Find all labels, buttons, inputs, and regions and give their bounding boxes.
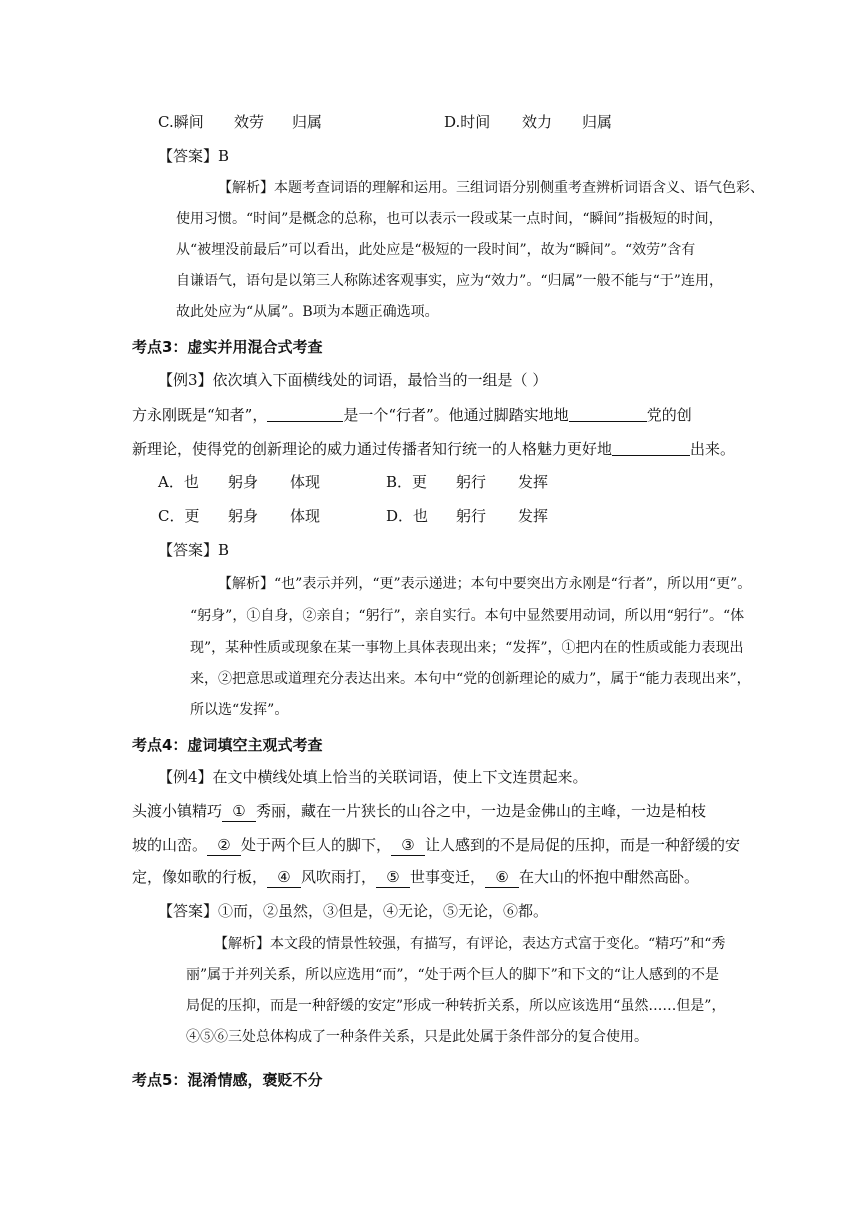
answer-ex3: 【答案】B — [158, 541, 230, 559]
paragraph-text: 方永刚既是“知者”， — [132, 406, 268, 424]
option-a-word3: 体现 — [290, 473, 321, 491]
example-3-question: 【例3】依次填入下面横线处的词语，最恰当的一组是（ ） — [158, 371, 548, 389]
fill-blank-2[interactable] — [569, 405, 647, 422]
fill-blank-1[interactable] — [267, 405, 343, 422]
paragraph-text: 党的创 — [646, 406, 692, 424]
analysis-ex2-line: 故此处应为“从属”。B项为本题正确选项。 — [176, 304, 439, 320]
analysis-ex3-line: 所以选“发挥”。 — [190, 702, 289, 718]
option-a-label: A．也 — [158, 473, 199, 491]
paragraph-text: 世事变迁， — [410, 868, 486, 886]
option-c-word2: 效劳 — [234, 113, 265, 131]
analysis-ex2-line: 自谦语气，语句是以第三人称陈述客观事实，应为“效力”。“归属”一般不能与“于”连用， — [176, 273, 723, 289]
option-c-label: C．更 — [158, 507, 200, 525]
example-3-paragraph-line1 — [132, 405, 692, 425]
answer-ex2: 【答案】B — [158, 147, 230, 165]
option-a-word2: 躬身 — [228, 473, 259, 491]
option-d-word3: 归属 — [582, 113, 613, 131]
option-b-word3: 发挥 — [518, 473, 549, 491]
analysis-ex4-line: 局促的压抑，而是一种舒缓的安定”形成一种转折关系，所以应该选用“虽然……但是”， — [186, 998, 726, 1014]
paragraph-text: 是一个“行者”。他通过脚踏实地地 — [343, 406, 569, 424]
paragraph-text: 处于两个巨人的脚下， — [241, 836, 392, 854]
option-c-row — [158, 506, 320, 526]
option-b-row — [386, 472, 548, 492]
section-4-heading: 考点4：虚词填空主观式考查 — [132, 736, 323, 754]
fill-blank-5[interactable]: ⑤ — [376, 867, 410, 888]
example-4-paragraph-line1 — [132, 801, 706, 822]
option-d-row — [386, 506, 548, 526]
paragraph-text: 风吹雨打， — [301, 868, 377, 886]
fill-blank-3[interactable]: ③ — [391, 835, 425, 856]
paragraph-text: 头渡小镇精巧 — [132, 802, 223, 820]
analysis-ex2-line: 【解析】本题考查词语的理解和运用。三组词语分别侧重考查辨析词语含义、语气色彩、 — [218, 180, 764, 196]
analysis-ex3-line: 【解析】“也”表示并列，“更”表示递进；本句中要突出方永刚是“行者”，所以用“更”。 — [218, 576, 752, 592]
analysis-ex4-line: 【解析】本文段的情景性较强，有描写，有评论，表达方式富于变化。“精巧”和“秀 — [214, 936, 726, 952]
section-5-heading: 考点5：混淆情感，褒贬不分 — [132, 1071, 323, 1089]
analysis-ex3-line: 现”，某种性质或现象在某一事物上具体表现出来；“发挥”，①把内在的性质或能力表现出 — [190, 640, 744, 656]
option-d-label: D．也 — [386, 507, 429, 525]
fill-blank-4[interactable]: ④ — [267, 867, 301, 888]
paragraph-text: 坡的山峦。 — [132, 836, 208, 854]
paragraph-text: 出来。 — [690, 440, 736, 458]
paragraph-text: 新理论，使得党的创新理论的威力通过传播者知行统一的人格魅力更好地 — [132, 440, 613, 458]
paragraph-text: 定，像如歌的行板， — [132, 868, 268, 886]
fill-blank-6[interactable]: ⑥ — [485, 867, 519, 888]
analysis-ex2-line: 从“被埋没前最后”可以看出，此处应是“极短的一段时间”，故为“瞬间”。“效劳”含有 — [176, 242, 696, 258]
analysis-ex3-line: “躬身”，①自身，②亲自；“躬行”，亲自实行。本句中显然要用动词，所以用“躬行”。“体 — [190, 608, 745, 624]
paragraph-text: 让人感到的不是局促的压抑，而是一种舒缓的安 — [425, 836, 741, 854]
option-d-word2: 效力 — [522, 113, 553, 131]
option-d-label: D.时间 — [444, 113, 491, 131]
example-4-paragraph-line2 — [132, 835, 740, 856]
fill-blank-1[interactable]: ① — [222, 801, 256, 822]
option-b-word2: 躬行 — [456, 473, 487, 491]
option-d-word3: 发挥 — [518, 507, 549, 525]
analysis-ex4-line: 丽”属于并列关系，所以应选用“而”，“处于两个巨人的脚下”和下文的“让人感到的不是 — [186, 967, 719, 983]
paragraph-text: 秀丽，藏在一片狭长的山谷之中，一边是金佛山的主峰，一边是柏枝 — [256, 802, 707, 820]
example-3-paragraph-line2 — [132, 439, 735, 459]
analysis-ex2-line: 使用习惯。“时间”是概念的总称，也可以表示一段或某一点时间，“瞬间”指极短的时间， — [176, 211, 723, 227]
section-3-heading: 考点3：虚实并用混合式考查 — [132, 338, 323, 356]
option-c-word3: 体现 — [290, 507, 321, 525]
analysis-ex3-line: 来，②把意思或道理充分表达出来。本句中“党的创新理论的威力”，属于“能力表现出来”， — [190, 671, 751, 687]
example-4-question: 【例4】在文中横线处填上恰当的关联词语，使上下文连贯起来。 — [158, 768, 588, 786]
option-a-row — [158, 472, 320, 492]
option-d-row — [444, 112, 612, 132]
option-c-row — [158, 112, 322, 132]
option-c-word3: 归属 — [292, 113, 323, 131]
example-4-paragraph-line3 — [132, 867, 699, 888]
analysis-ex4-line: ④⑤⑥三处总体构成了一种条件关系，只是此处属于条件部分的复合使用。 — [186, 1029, 648, 1045]
option-c-label: C.瞬间 — [158, 113, 204, 131]
paragraph-text: 在大山的怀抱中酣然高卧。 — [519, 868, 700, 886]
fill-blank-3[interactable] — [612, 439, 690, 456]
fill-blank-2[interactable]: ② — [207, 835, 241, 856]
answer-ex4: 【答案】①而，②虽然，③但是，④无论，⑤无论，⑥都。 — [158, 902, 549, 920]
option-c-word2: 躬身 — [228, 507, 259, 525]
option-d-word2: 躬行 — [456, 507, 487, 525]
option-b-label: B．更 — [386, 473, 428, 491]
